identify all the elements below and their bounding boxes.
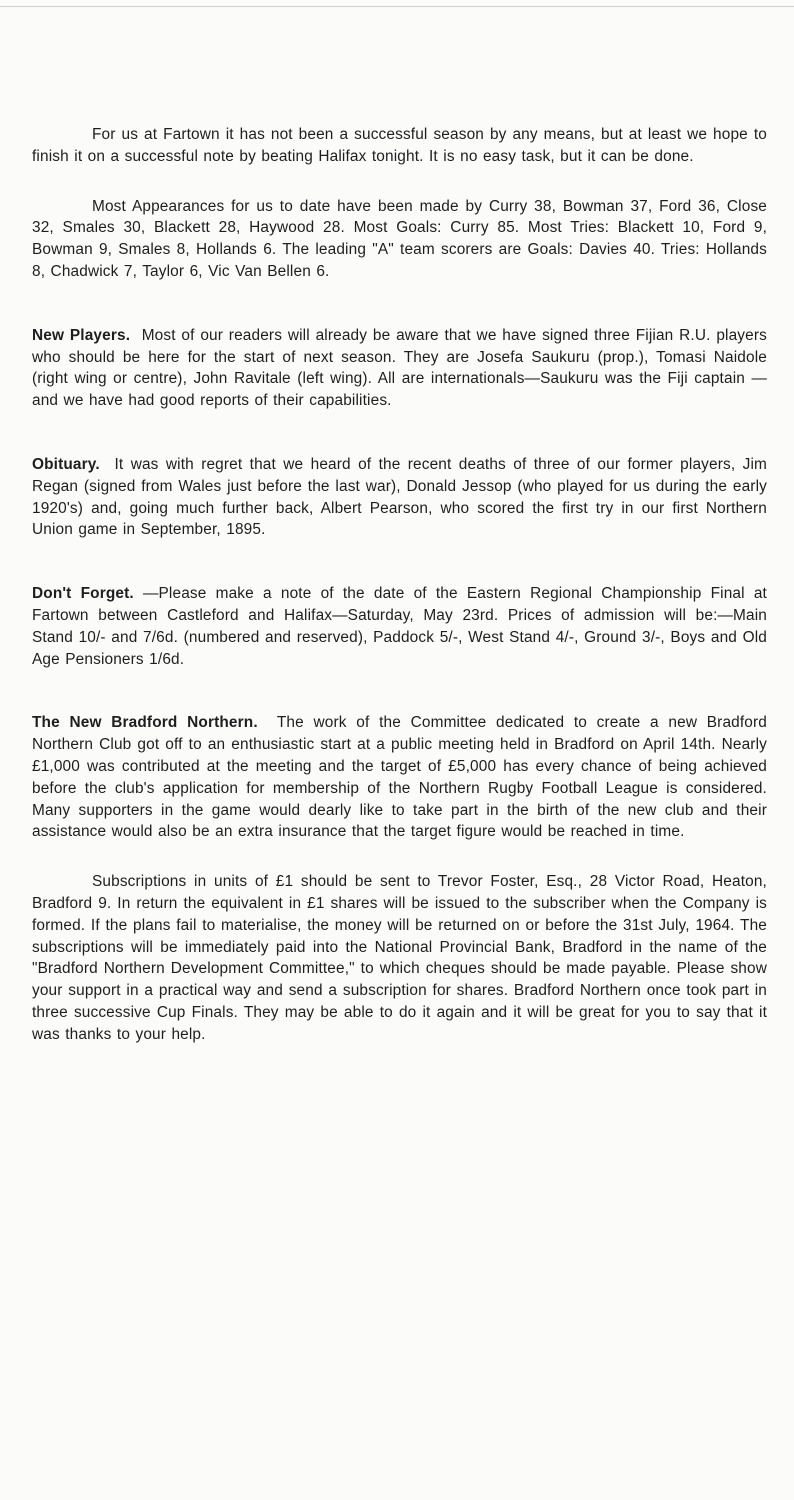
dont-forget-heading: Don't Forget. [32,585,134,603]
bradford-paragraph [32,712,767,843]
new-players-text: Most of our readers will already be aware that we have signed three Fijian R.U. players who should be here for the start of next season. They are Josefa Saukuru (prop.), Tomasi Naidole (right wing or centre), John Ravitale (left wing). All are internationals—Saukuru was the Fiji captain —and we have had good reports of their capabilities. [32,326,767,410]
obituary-heading: Obituary. [32,455,100,473]
obituary-paragraph [32,454,767,541]
dont-forget-text: —Please make a note of the date of the Eastern Regional Championship Final at Fartown between Castleford and Halifax—Saturday, May 23rd. Prices of admission will be:—Main Stand 10/- and 7/6d. (numbered and reserved), Paddock 5/-, West Stand 4/-, Ground 3/-, Boys and Old Age Pensioners 1/6d. [32,585,767,668]
obituary-text: It was with regret that we heard of the recent deaths of three of our former players, Jim Regan (signed from Wales just before the last war), Donald Jessop (who played for us during the early 1920's) and, going much further back, Albert Pearson, who scored the first try in our first Northern Union game in September, 1895. [32,455,768,539]
top-border-line [0,6,794,7]
new-players-paragraph [32,325,767,412]
bradford-text: The work of the Committee dedicated to create a new Bradford Northern Club got off to an enthusiastic start at a public meeting held in Bradford on April 14th. Nearly £1,000 was contributed at the meeting and the target of £5,000 has every chance of being achieved before the club's application for membership of the Northern Rugby Football League is considered. Many supporters in the game would dearly like to take part in the birth of the new club and their assistance would also be an extra insurance that the target figure would be reached in time. [32,714,767,841]
bradford-heading: The New Bradford Northern. [32,714,258,732]
appearances-paragraph: Most Appearances for us to date have been made by Curry 38, Bowman 37, Ford 36, Close 32, Smales 30, Blackett 28, Haywood 28. Most Goals: Curry 85. Most Tries: Blackett 10, Ford 9, Bowman 9, Smales 8, Hollands 6. The leading "A" team scorers are Goals: Davies 40. Tries: Hollands 8, Chadwick 7, Taylor 6, Vic Van Bellen 6. [32,197,767,280]
document-page [32,124,767,1046]
new-players-heading: New Players. [32,326,131,344]
dont-forget-paragraph [32,583,767,670]
subscriptions-paragraph: Subscriptions in units of £1 should be sent to Trevor Foster, Esq., 28 Victor Road, Heaton, Bradford 9. In return the equivalent in £1 shares will be issued to the subscriber when the Company is formed. If the plans fail to materialise, the money will be returned on or before the 31st July, 1964. The subscriptions will be immediately paid into the National Provincial Bank, Bradford in the name of the "Bradford Northern Development Committee," to which cheques should be made payable. Please show your support in a practical way and send a subscription for shares. Bradford Northern once took part in three successive Cup Finals. They may be able to do it again and it will be great for you to say that it was thanks to your help. [32,873,767,1043]
intro-paragraph: For us at Fartown it has not been a successful season by any means, but at least we hope to finish it on a successful note by beating Halifax tonight. It is no easy task, but it can be done. [32,126,767,165]
